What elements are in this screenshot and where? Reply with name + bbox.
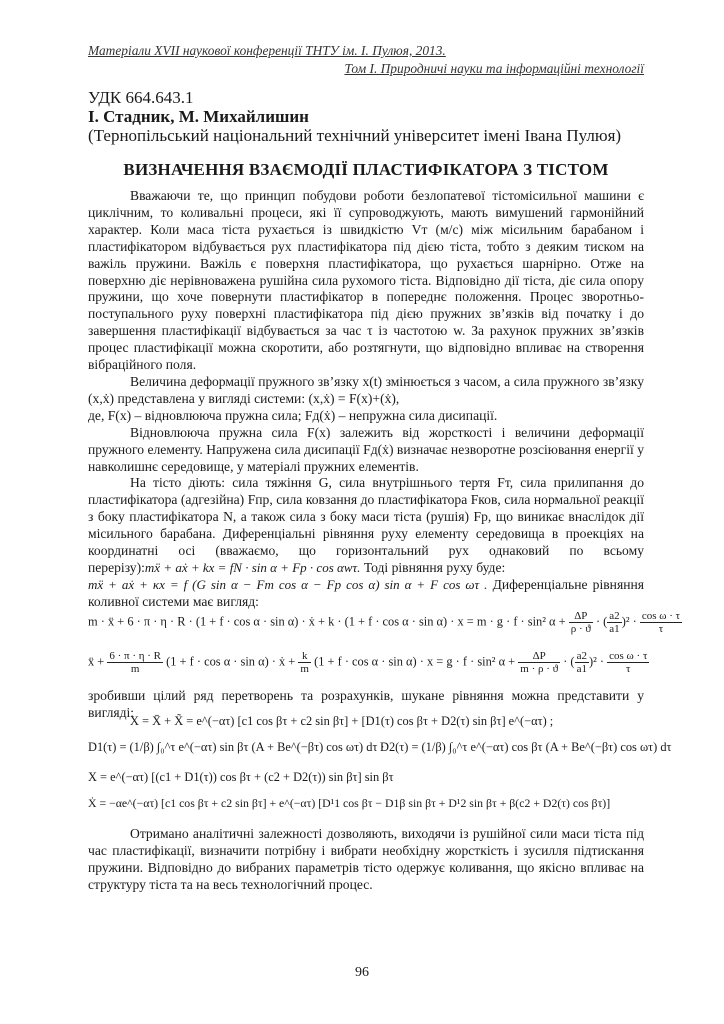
- equation-oscillation-2: ẍ + $\frac{6 \cdot \pi \cdot \eta \cdot R}{m}$ (1 + f · cos α · sin α) · ẋ + $\frac{k}{m}$ (1 + f · cos α · sin α) · x = g · f · sin² α + $\frac{\Delta P}{m \cdot \rho \cdot ϑ}$ · ( $\frac{a2}{a1}$ )² · $\frac{\text{cos ω · τ}}{\tau}$: [88, 650, 648, 675]
- paragraph-conclusion: Отримано аналітичні залежності дозволяють, виходячи із рушійної сили маси тіста під час пластифікації, визначити потрібну і вибрати необхідну жорсткість і зусилля підтискання пружини. Відповідно до вибраних параметрів тісто одержує коливання, що якісно впливає на структуру тіста та на весь технологічний процес.: [88, 826, 644, 892]
- body-text-top: [88, 188, 644, 611]
- paragraph-intro: Вважаючи те, що принцип побудови роботи безлопатевої тістомісильної машини є циклічним, то коливальні процеси, які її супроводжують, мають вимушений гармонійний характер. Коли маса тіста рухається із швидкістю Vт (м/с) між місильним барабаном і пластифікатором відбувається рух пластифікатора під дією тіста, тобто з деяким тиском на важіль пружини. Важіль є поверхня пластифікатора, що рухається шарнірно. Отже на поверхню діє нерівноважена рушійна сила рухомого тіста. Відповідно дії тіста, діє сила опору пружини, що хоче повернути пластифікатор в попереднє положення. Процес зворотньо-поступального руху поверхні пластифікатора під дією пружних зв’язків від початку і до завершення пластифікації відбувається за час τ із частотою w. За рахунок пружних зв’язків процес пластифікації можна скоротити, або розтягнути, що відповідно впливає на створення вібраційного поля.: [88, 188, 644, 373]
- page-number: 96: [355, 965, 369, 980]
- running-header-conference: Матеріали XVII наукової конференції ТНТУ ім. І. Пулюя, 2013.: [88, 43, 446, 58]
- equation-oscillation-1: m · ẍ + 6 · π · η · R · (1 + f · cos α · sin α) · ẋ + k · (1 + f · cos α · sin α) · x = m · g · f · sin² α + $\frac{\Delta P}{\rho \cdot ϑ}$ · ( $\frac{a2}{a1}$ )² · $\frac{\text{cos ω · τ}}{\tau}$: [88, 610, 681, 635]
- affiliation: (Тернопільський національний технічний університет імені Івана Пулюя): [88, 126, 622, 145]
- udk-code: УДК 664.643.1: [88, 88, 194, 107]
- equation-d2: D2(τ) = (1/β) ∫₀^τ e^(−ατ) cos βτ (A + Be^(−βτ) cos ωτ) dτ: [380, 740, 672, 754]
- paragraph-restoring-force: Відновлююча пружна сила F(x) залежить від жорсткості і величини деформації пружного елементу. Напружена сила дисипації Fд(ẋ) визначає незворотне розсіювання енергії у навколишнє середовище, у матеріалі пружних елементів.: [88, 424, 644, 474]
- paragraph-forces: На тісто діють: сила тяжіння G, сила внутрішнього тертя Fт, сила прилипання до пластифікатора (адгезійна) Fпр, сила ковзання до пластифікатора Fков, сила нормальної реакції з боку пластифікатора N, а також сила з боку маси тіста (рушія) Fр, що виникає внаслідок дії місильного барабана. Диференціальні рівняння руху елементу середовища в проекціях на координатні осі (вважаємо, що горизонтальний рух однаковий по всьому перерізу):mẍ + aẋ + kx = fN · sin α + Fp · cos αwτ. Тоді рівняння руху буде:: [88, 475, 644, 575]
- running-header-volume: Том І. Природничі науки та інформаційні технології: [344, 61, 644, 76]
- equation-d1: D1(τ) = (1/β) ∫₀^τ e^(−ατ) sin βτ (A + Be^(−βτ) cos ωτ) dτ ·: [88, 740, 385, 754]
- paragraph-transformations: зробивши цілий ряд перетворень та розрахунків, шукане рівняння можна представити у вигляді:: [88, 688, 644, 720]
- inline-equation-motion: mẍ + aẋ + kx = fN · sin α + Fp · cos αwτ.: [144, 559, 361, 575]
- paragraph-definitions: де, F(x) – відновлююча пружна сила; Fд(ẋ) – непружна сила дисипації.: [88, 407, 498, 423]
- equation-x-dot: Ẋ = −αe^(−ατ) [c1 cos βτ + c2 sin βτ] + e^(−ατ) [D¹1 cos βτ − D1β sin βτ + D¹2 sin βτ + β(c2 + D2(τ) cos βτ)]: [88, 796, 611, 810]
- paragraph-motion-equation: mẍ + aẋ + κx = f (G sin α − Fm cos α − Fp cos α) sin α + F cos ωτ . Диференціальне рівняння коливної системи має вигляд:: [88, 576, 644, 609]
- equation-x: X = e^(−ατ) [(c1 + D1(τ)) cos βτ + (c2 + D2(τ)) sin βτ] sin βτ: [88, 770, 394, 784]
- paper-title: ВИЗНАЧЕННЯ ВЗАЄМОДІЇ ПЛАСТИФІКАТОРА З ТІСТОМ: [123, 160, 609, 179]
- body-text-conclusion: [88, 826, 644, 894]
- paragraph-deformation: Величина деформації пружного зв’язку x(t) змінюється з часом, а сила пружного зв’язку (x,ẋ) представлена у вигляді системи: (x,ẋ) = F(x)+(ẋ),: [88, 373, 644, 406]
- equation-solution: X = X̄ + X̃ = e^(−ατ) [c1 cos βτ + c2 sin βτ] + [D1(τ) cos βτ + D2(τ) sin βτ] e^(−ατ) ;: [130, 714, 554, 728]
- authors: І. Стадник, М. Михайлишин: [88, 107, 309, 126]
- inline-equation-motion-2: mẍ + aẋ + κx = f (G sin α − Fm cos α − Fp cos α) sin α + F cos ωτ .: [88, 576, 488, 592]
